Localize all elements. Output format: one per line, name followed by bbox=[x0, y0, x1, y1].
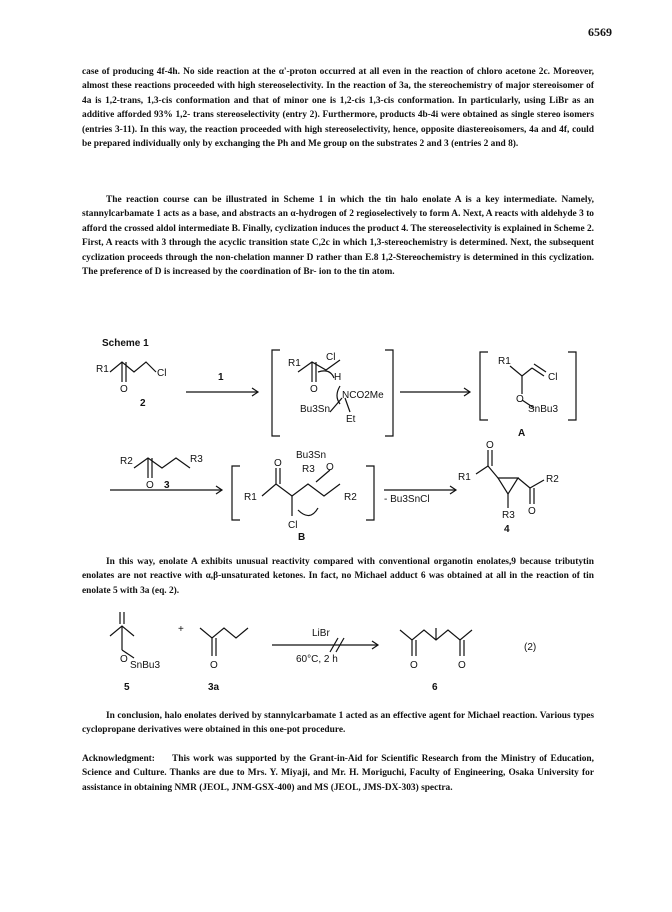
eq2-number: (2) bbox=[524, 642, 537, 653]
ts-bu3sn: Bu3Sn bbox=[300, 404, 331, 415]
acknowledgment-heading: Acknowledgment: bbox=[82, 754, 155, 764]
cmpd2-o: O bbox=[120, 384, 128, 395]
intB-r3: R3 bbox=[302, 464, 315, 475]
prod4-r2: R2 bbox=[546, 474, 559, 485]
paragraph-1-text: case of producing 4f-4h. No side reaction at the α'-proton occurred at all even in the reaction of chloro acetone 2c. Moreover, almost these reactions proceeded with high stereoselectivity. In the reaction of 3a, the stereochemistry of major stereoisomer of 4a is 1,2-trans, 1,3-cis conformation and that of minor one is 1,2-cis 1,3-cis conformation. In particularly, using LiBr as an additive afforded 93% 1,2- trans stereoselectivity (entry 2). Furthermore, products 4b-4i were obtained as single stereo isomers (entries 3-11). In this way, the reaction proceeded with high stereoselectivity, hence, opposite diastereoisomers, 4a and 4f, could be prepared individually only by exchanging the Ph and Me group on the substrates 2 and 3 (entries 2 and 8). bbox=[82, 67, 594, 150]
paragraph-2-text: The reaction course can be illustrated in Scheme 1 in which the tin halo enolate A is a key intermediate. Namely, stannylcarbamate 1 acts as a base, and abstracts an α-hydrogen of 2 regioselectively to form A. Next, A reacts with aldehyde 3 to afford the crossed aldol intermediate B. Finally, cyclization induces the product 4. The stereoselectivity is explained in Scheme 2. First, A reacts with 3 through the acyclic transition state C,2c in which 1,3-stereochemistry is determined. Next, the subsequent cyclization proceeds through the non-chelation manner D rather than E.8 1,2-Stereochemistry is determined in this cyclization. The preference of D is increased by the coordination of Br- ion to the tin atom. bbox=[82, 195, 594, 278]
cmpd2-r1: R1 bbox=[96, 364, 109, 375]
intA-label: A bbox=[518, 428, 526, 439]
acknowledgment-text bbox=[82, 752, 594, 795]
paragraph-3-text: In this way, enolate A exhibits unusual reactivity compared with conventional organotin enolates,9 because tributytin enolates are not reactive with α,β-unsaturated ketones. In fact, no Michael adduct 6 was obtained at all in the reaction of tin enolate 5 with 3a (eq. 2). bbox=[82, 557, 594, 596]
elimination-text: - Bu3SnCl bbox=[384, 494, 430, 505]
eq2-conditions: 60°C, 2 h bbox=[296, 654, 338, 665]
cmpd6-o1: O bbox=[410, 660, 418, 671]
paragraph-4-text: In conclusion, halo enolates derived by stannylcarbamate 1 acted as an effective agent for Michael reaction. Various types cyclopropane derivatives were obtained in this one-pot procedure. bbox=[82, 711, 594, 736]
prod4-r3: R3 bbox=[502, 510, 515, 521]
cmpd5-label: 5 bbox=[124, 682, 130, 693]
scheme-1-title: Scheme 1 bbox=[102, 338, 149, 349]
ts-et: Et bbox=[346, 414, 356, 425]
intB-r2: R2 bbox=[344, 492, 357, 503]
eq2-plus: + bbox=[178, 624, 184, 635]
ts-r1: R1 bbox=[288, 358, 301, 369]
cmpd2-cl: Cl bbox=[157, 368, 167, 379]
cmpd2-label: 2 bbox=[140, 398, 146, 409]
cmpd3a-label: 3a bbox=[208, 682, 220, 693]
cmpd3-o: O bbox=[146, 480, 154, 491]
cmpd3-r2: R2 bbox=[120, 456, 133, 467]
prod4-o2: O bbox=[528, 506, 536, 517]
intA-r1: R1 bbox=[498, 356, 511, 367]
cmpd6-label: 6 bbox=[432, 682, 438, 693]
page-number: 6569 bbox=[588, 25, 612, 39]
eq2-reagent: LiBr bbox=[312, 628, 330, 639]
intB-bu3sn: Bu3Sn bbox=[296, 450, 327, 461]
cmpd3-r3: R3 bbox=[190, 454, 203, 465]
acknowledgment bbox=[82, 752, 594, 795]
intB-o1: O bbox=[274, 458, 282, 469]
paragraph-3 bbox=[82, 555, 594, 598]
ts-h: H bbox=[334, 372, 342, 383]
cmpd5-o: O bbox=[120, 654, 128, 665]
prod4-r1: R1 bbox=[458, 472, 471, 483]
cmpd3a-o: O bbox=[210, 660, 218, 671]
intB-cl: Cl bbox=[288, 520, 298, 531]
prod4-label: 4 bbox=[504, 524, 510, 535]
intB-r1: R1 bbox=[244, 492, 257, 503]
paragraph-4 bbox=[82, 709, 594, 738]
intA-cl: Cl bbox=[548, 372, 558, 383]
cmpd5-snbu3: SnBu3 bbox=[130, 660, 161, 671]
intB-o2: O bbox=[326, 462, 334, 473]
cmpd6-o2: O bbox=[458, 660, 466, 671]
reagent-1-label: 1 bbox=[218, 372, 224, 383]
intA-o: O bbox=[516, 394, 524, 405]
ts-nco2me: NCO2Me bbox=[342, 390, 384, 401]
ts-o: O bbox=[310, 384, 318, 395]
intA-snbu3: SnBu3 bbox=[528, 404, 559, 415]
acknowledgment-body: This work was supported by the Grant-in-Aid for Scientific Research from the Ministry of Education, Science and Culture. Thanks are due to Mrs. Y. Miyaji, and Mr. H. Moriguchi, Faculty of Engineering, Osaka University for assistance in obtaining NMR (JEOL, JNM-GSX-400) and MS (JEOL, JMS-DX-303) spectra. bbox=[82, 754, 594, 793]
prod4-o1: O bbox=[486, 440, 494, 451]
intB-label: B bbox=[298, 532, 306, 543]
cmpd3-label: 3 bbox=[164, 480, 170, 491]
ts-cl: Cl bbox=[326, 352, 336, 363]
